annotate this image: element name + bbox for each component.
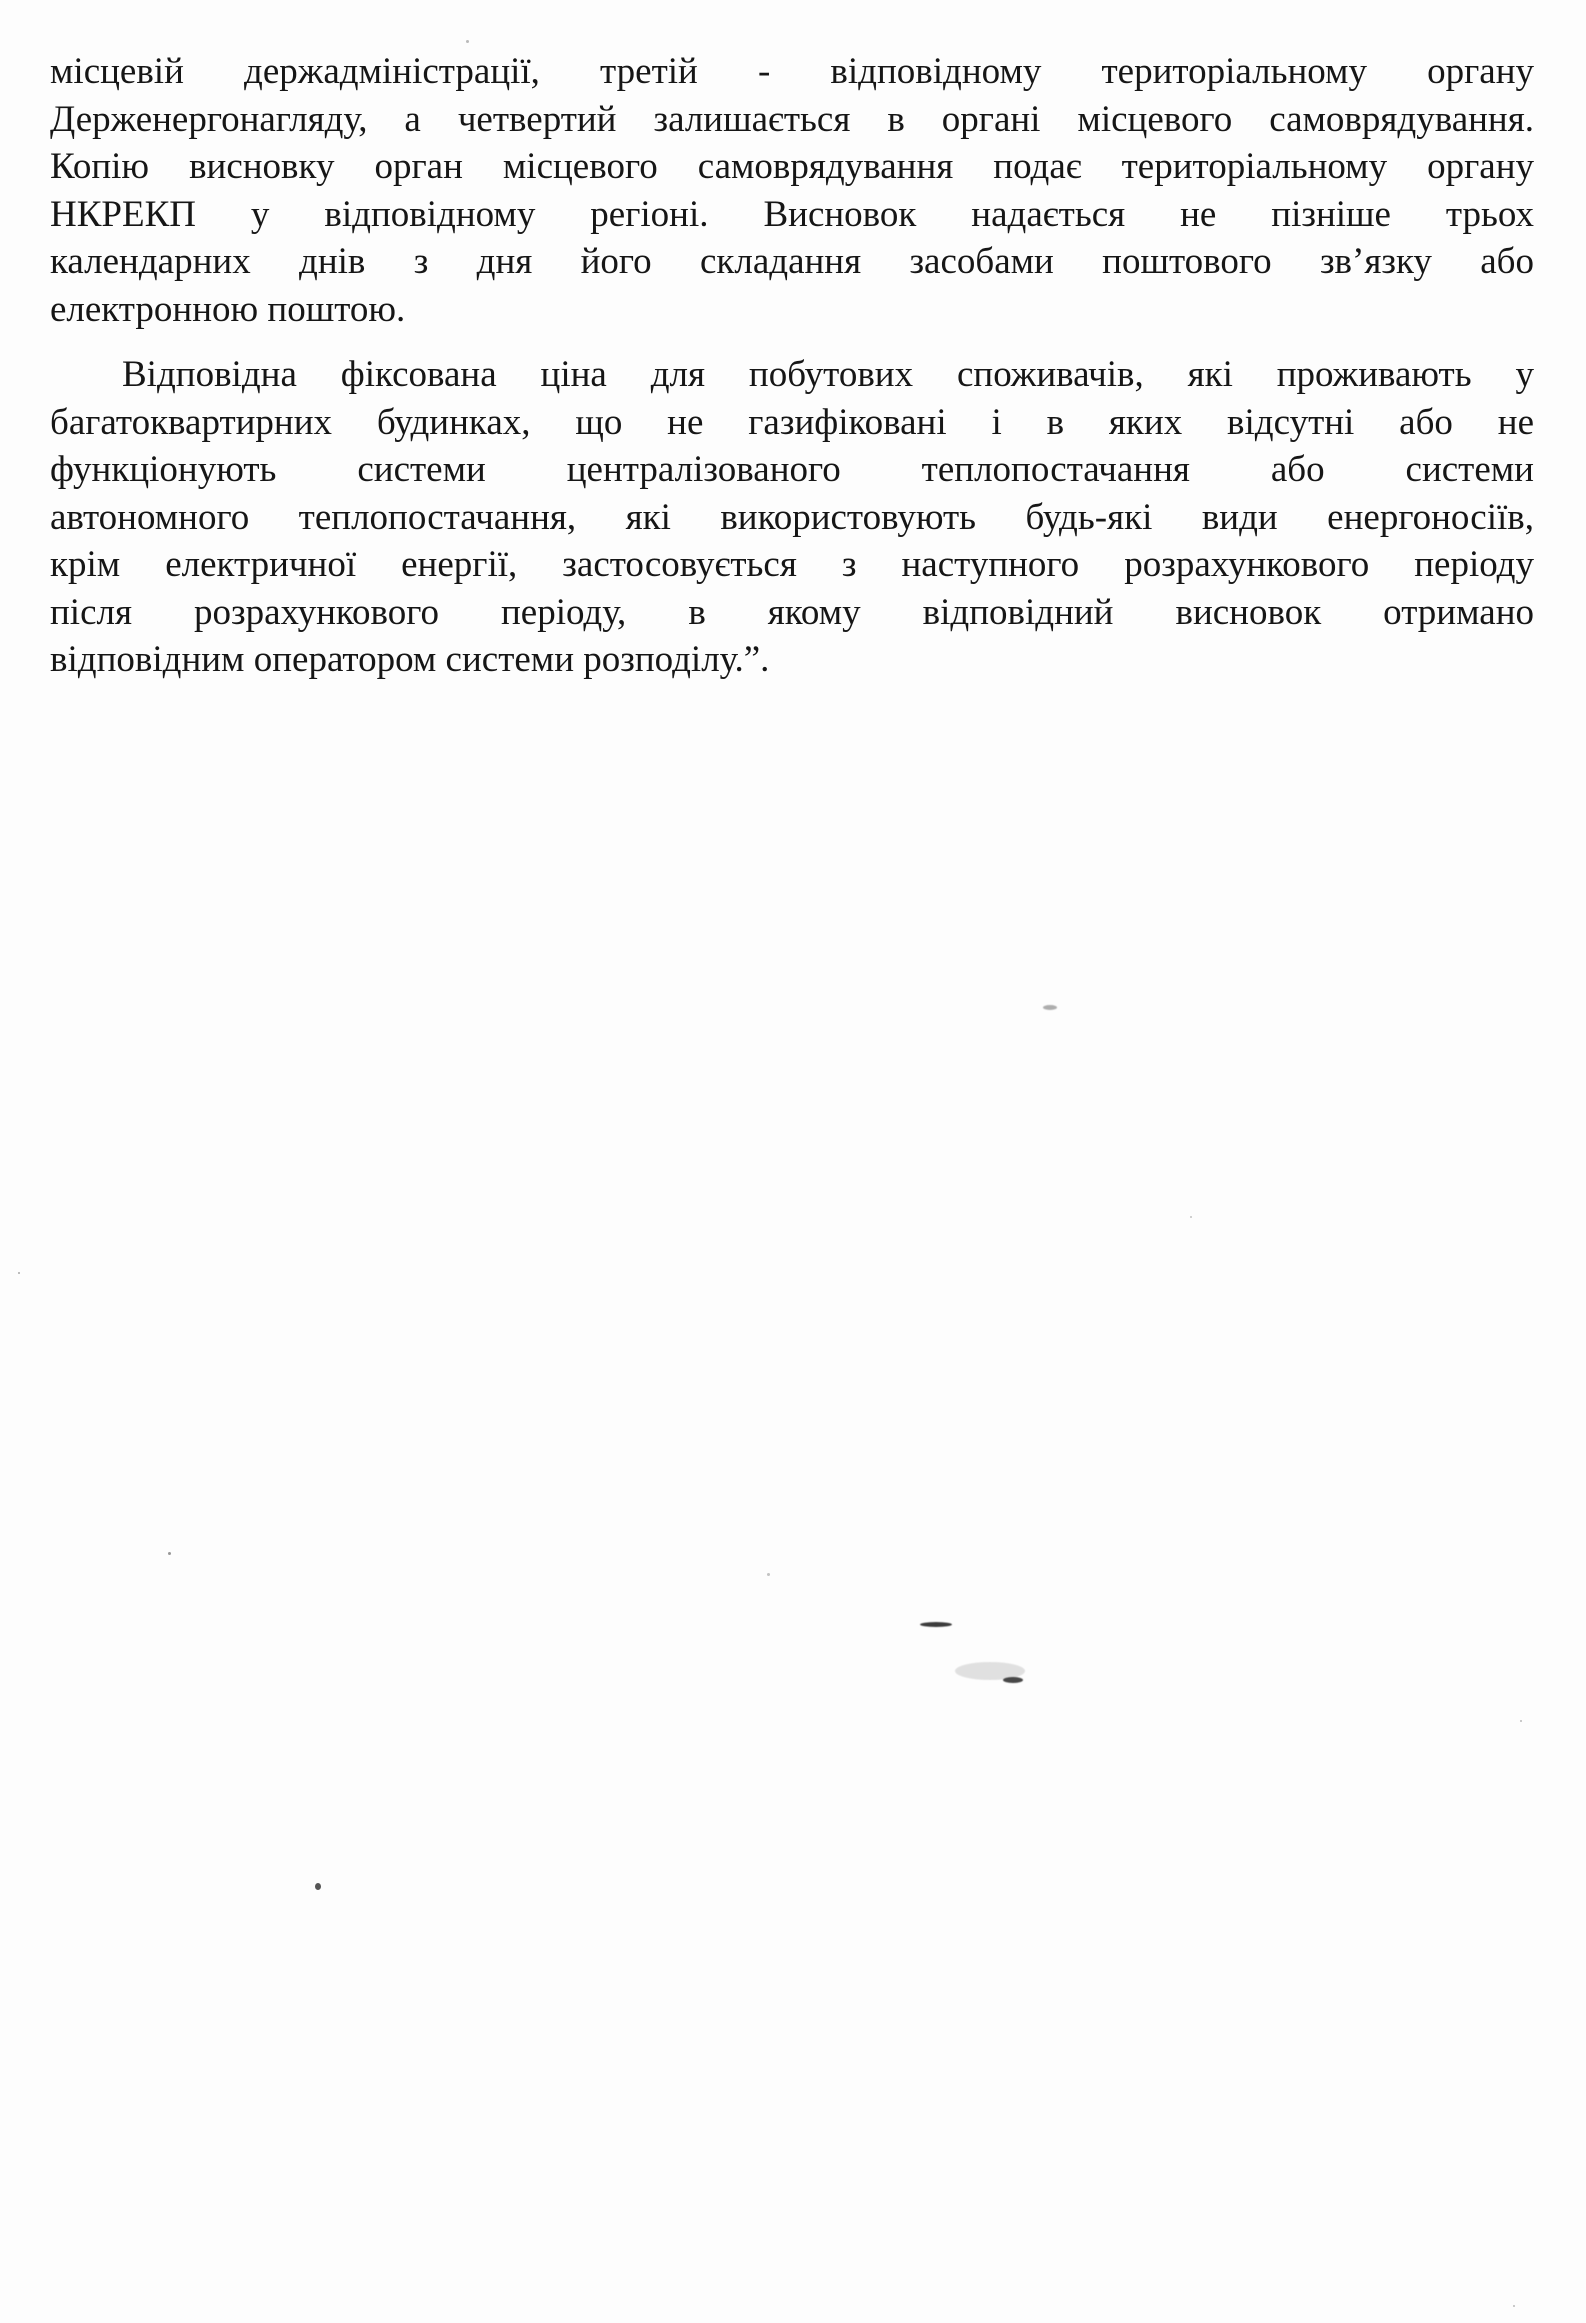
text-line: Держенергонагляду, а четвертий залишається в органі місцевого самоврядування. (50, 98, 1534, 140)
text-line: НКРЕКП у відповідному регіоні. Висновок надається не пізніше трьох (50, 193, 1534, 235)
text-line: багатоквартирних будинках, що не газифіковані і в яких відсутні або не (50, 401, 1534, 443)
text-line: Відповідна фіксована ціна для побутових споживачів, які проживають у (122, 354, 1534, 395)
text-line: електронною поштою. (50, 288, 406, 330)
scan-speck (18, 1272, 20, 1274)
paragraph-2 (50, 351, 1534, 684)
paragraph-1 (50, 48, 1534, 333)
text-line: місцевій держадміністрації, третій - відповідному територіальному органу (50, 51, 1534, 92)
text-line: календарних днів з дня його складання засобами поштового зв’язку або (50, 241, 1534, 282)
text-line: функціонують системи централізованого теплопостачання або системи (50, 449, 1534, 490)
text-line: Копію висновку орган місцевого самоврядування подає територіальному органу (50, 146, 1534, 187)
text-line: крім електричної енергії, застосовується з наступного розрахункового періоду (50, 544, 1534, 585)
scan-speck (1520, 1720, 1522, 1722)
scan-speck (466, 40, 469, 43)
scan-speck (1513, 2305, 1515, 2307)
text-line: після розрахункового періоду, в якому відповідний висновок отримано (50, 591, 1534, 633)
scan-smudge (1043, 1005, 1057, 1010)
text-line: автономного теплопостачання, які використовують будь-які види енергоносіїв, (50, 496, 1534, 538)
document-body (50, 48, 1534, 684)
text-line: відповідним оператором системи розподілу.”. (50, 639, 770, 680)
scan-smudge (920, 1622, 952, 1627)
scan-smudge (1003, 1677, 1023, 1683)
scan-speck (1190, 1216, 1192, 1218)
scan-speck (315, 1883, 321, 1890)
scan-speck (767, 1573, 770, 1576)
scan-speck (168, 1552, 171, 1555)
